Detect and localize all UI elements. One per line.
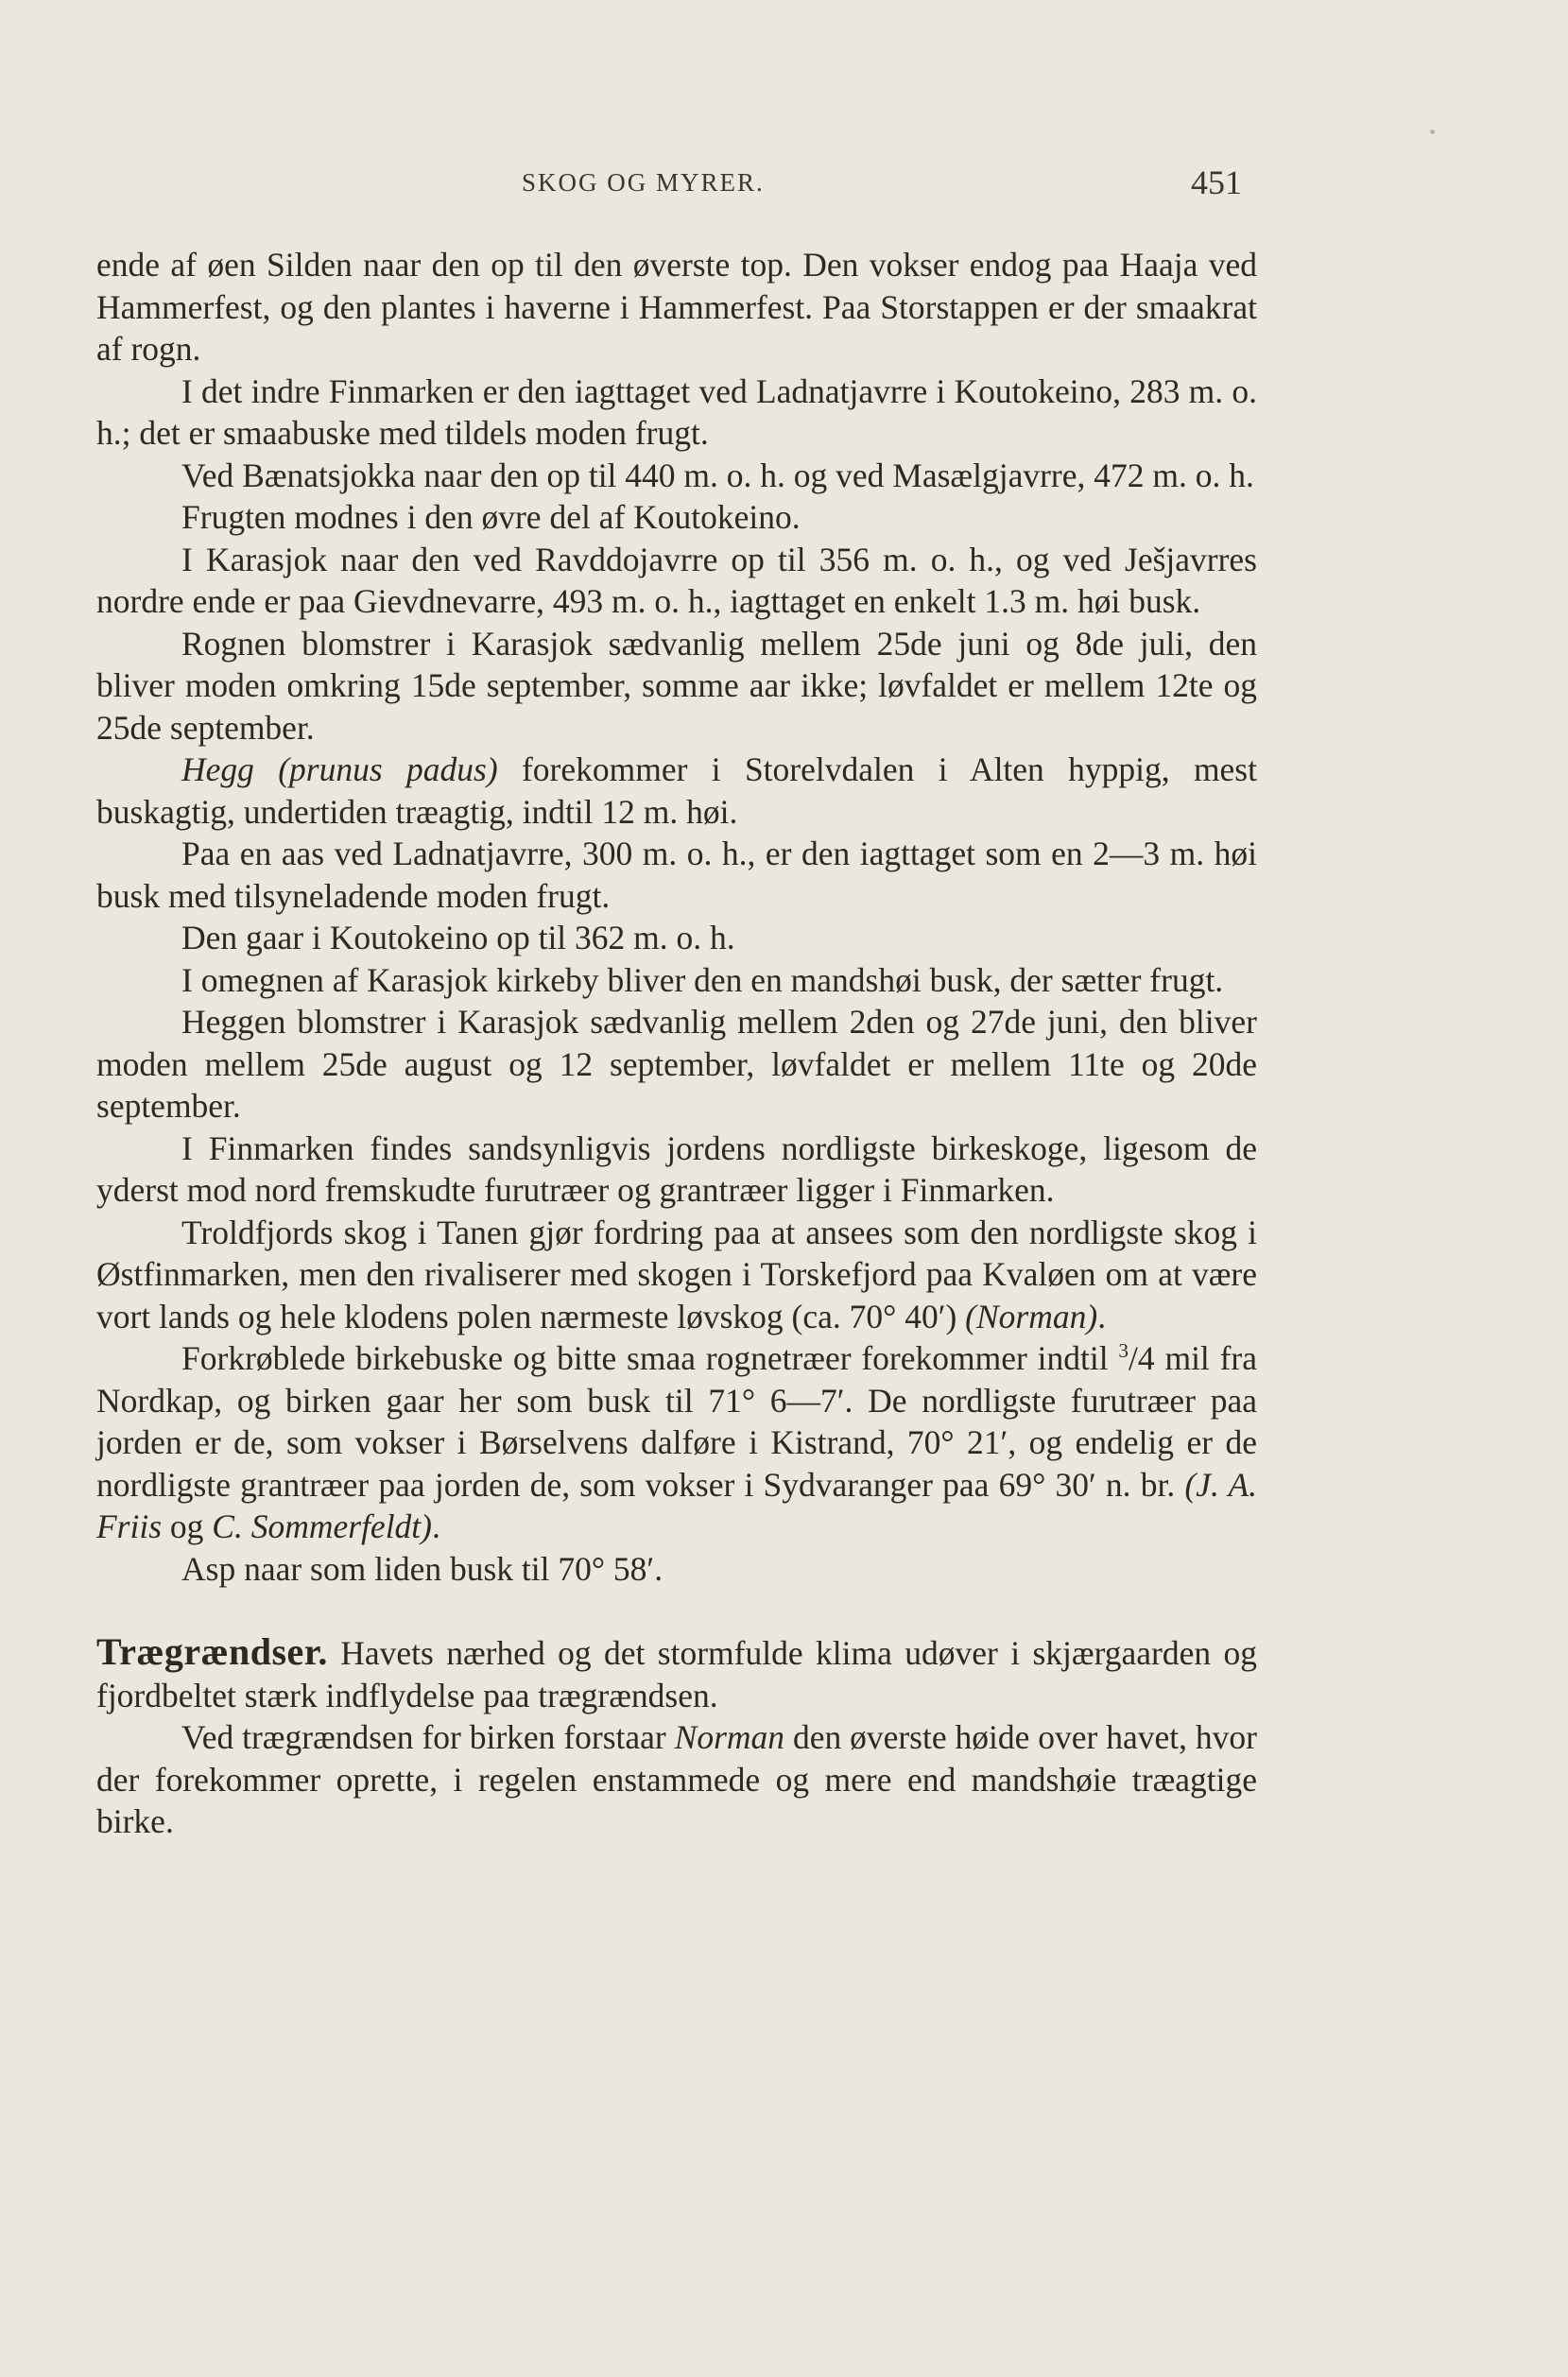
paragraph-frugten: Frugten modnes i den øvre del af Koutokeino. (181, 498, 801, 536)
paper-speck (1430, 129, 1435, 134)
paragraph-text: forekommer i Storelvdalen i Alten hyppig, mest buskagtig, undertiden træagtig, indtil 12 m. høi. (96, 750, 1257, 831)
section-gap (96, 1590, 1257, 1631)
paragraph-forkroblede (96, 1337, 1257, 1548)
paragraph-text: Forkrøblede birkebuske og bitte smaa rognetræer forekommer indtil (181, 1339, 1119, 1377)
paragraph-ladnatjavrre: Paa en aas ved Ladnatjavrre, 300 m. o. h., er den iagttaget som en 2—3 m. høi busk med tilsyneladende moden frugt. (96, 835, 1257, 915)
paragraph-karasjok: I Karasjok naar den ved Ravddojavrre op til 356 m. o. h., og ved Ješjavrres nordre ende er paa Gievdnevarre, 493 m. o. h., iagttaget en enkelt 1.3 m. høi busk. (96, 540, 1257, 620)
paragraph-traegraendser (96, 1631, 1257, 1716)
paragraph-text: Ved trægrændsen for birken forstaar (181, 1718, 675, 1756)
punctuation: . (1097, 1297, 1107, 1335)
running-head: SKOG OG MYRER. (522, 168, 765, 197)
conjunction: og (162, 1507, 213, 1545)
section-heading: Trægrændser. (96, 1630, 328, 1673)
paragraph-text: Troldfjords skog i Tanen gjør fordring paa at ansees som den nordligste skog i Østfinmarken, men den rivaliserer med skogen i Torskefjord paa Kvaløen om at være vort lands og hele klodens polen nærmeste løvskog (ca. 70° 40′) (96, 1213, 1257, 1335)
paragraph-koutokeino: Den gaar i Koutokeino op til 362 m. o. h. (181, 919, 735, 956)
paragraph-finmarken-inner: I det indre Finmarken er den iagttaget ved Ladnatjavrre i Koutokeino, 283 m. o. h.; det er smaabuske med tildels moden frugt. (96, 371, 1257, 452)
paragraph-birkegraendse (96, 1716, 1257, 1843)
paragraph-troldfjord (96, 1212, 1257, 1338)
citation: C. Sommerfeldt) (212, 1507, 432, 1545)
paragraph-hegg (96, 749, 1257, 833)
paragraph-text: Havets nærhed og det stormfulde klima udøver i skjærgaarden og fjordbeltet stærk indflydelse paa trægrændsen. (96, 1634, 1257, 1714)
paragraph-heggen: Heggen blomstrer i Karasjok sædvanlig mellem 2den og 27de juni, den bliver moden mellem 25de august og 12 september, løvfaldet er mellem 11te og 20de september. (96, 1003, 1257, 1125)
paragraph-birkeskoge: I Finmarken findes sandsynligvis jordens nordligste birkeskoge, ligesom de yderst mod nord fremskudte furutræer og grantræer ligger i Finmarken. (96, 1128, 1257, 1209)
punctuation: . (432, 1507, 440, 1545)
citation: Norman (674, 1718, 785, 1756)
paragraph-text: mil fra Nordkap, og birken gaar her som busk til 71° 6—7′. De nordligste furutræer paa jorden er de, som vokser i Børselvens dalføre i Kistrand, 70° 21′, og endelig er de nordligste grantræer paa jorden de, som vokser i Sydvaranger paa 69° 30′ n. br. (96, 1339, 1257, 1504)
paragraph-text: den øverste høide over havet, hvor der forekommer oprette, i regelen enstammede og mere end mandshøie træagtige birke. (96, 1718, 1257, 1840)
species-name: Hegg (prunus padus) (181, 750, 498, 788)
body-text (96, 244, 1257, 1843)
fraction-numerator: 3 (1118, 1339, 1129, 1363)
fraction-denominator: /4 (1129, 1339, 1155, 1377)
paragraph-kirkeby: I omegnen af Karasjok kirkeby bliver den en mandshøi busk, der sætter frugt. (181, 960, 1224, 999)
paragraph-continuation: ende af øen Silden naar den op til den øverste top. Den vokser endog paa Haaja ved Hammerfest, og den plantes i haverne i Hammerfest. Paa Storstappen er der smaakrat af rogn. (96, 246, 1257, 368)
citation: (Norman) (965, 1297, 1098, 1335)
paragraph-asp: Asp naar som liden busk til 70° 58′. (181, 1549, 663, 1588)
paragraph-baenatsjokka: Ved Bænatsjokka naar den op til 440 m. o. h. og ved Masælgjavrre, 472 m. o. h. (181, 456, 1254, 494)
citation: (J. A. Friis (96, 1465, 1257, 1545)
paragraph-rognen: Rognen blomstrer i Karasjok sædvanlig mellem 25de juni og 8de juli, den bliver moden omkring 15de september, somme aar ikke; løvfaldet er mellem 12te og 25de september. (96, 624, 1257, 747)
page-number: 451 (1191, 164, 1242, 201)
